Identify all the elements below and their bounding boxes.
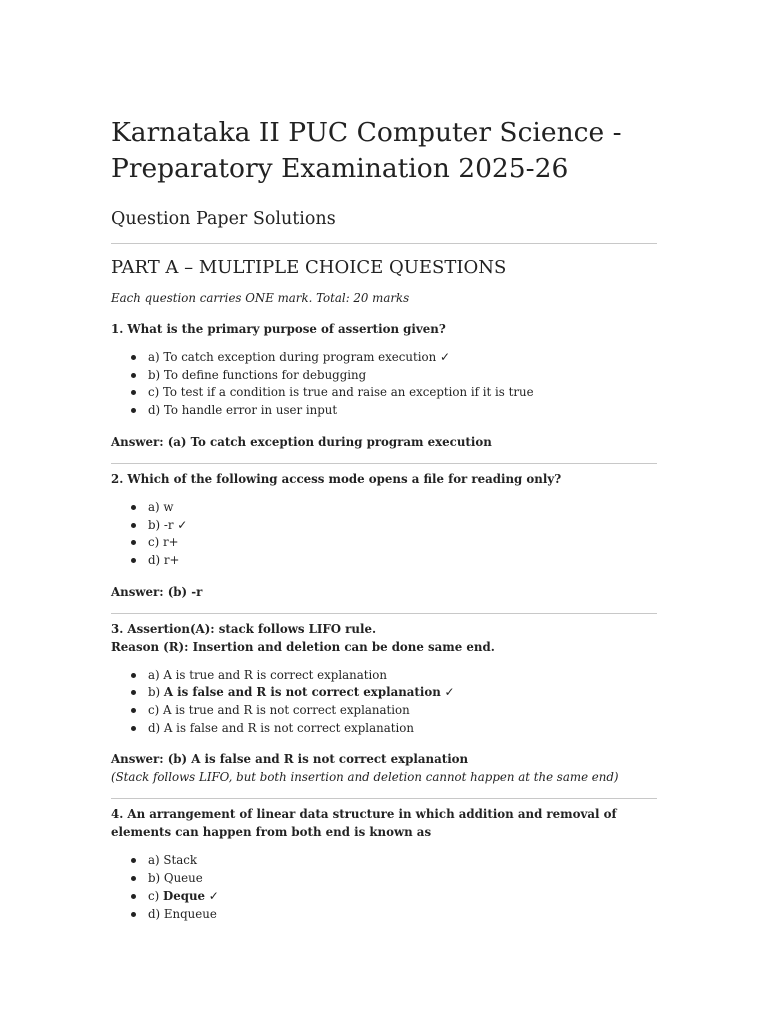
option-item: c) r+ xyxy=(131,534,657,552)
question-text: 4. An arrangement of linear data structure in which addition and removal of elements can happen from both end is known as xyxy=(111,807,617,840)
option-item: b) Queue xyxy=(131,870,657,888)
option-item: a) A is true and R is correct explanation xyxy=(131,667,657,685)
correct-option-text: Deque xyxy=(162,888,206,903)
option-item: b) -r ✓ xyxy=(131,517,657,535)
options-list xyxy=(111,499,657,570)
question-text: 1. What is the primary purpose of assertion given? xyxy=(111,322,446,336)
bullet-icon xyxy=(131,523,136,528)
document-title: Karnataka II PUC Computer Science - Preparatory Examination 2025-26 xyxy=(111,117,622,184)
option-item: d) r+ xyxy=(131,552,657,570)
option-item: a) w xyxy=(131,499,657,517)
bullet-icon xyxy=(131,373,136,378)
option-item: c) To test if a condition is true and raise an exception if it is true xyxy=(131,384,657,402)
divider xyxy=(111,798,657,799)
explanation-text: (Stack follows LIFO, but both insertion and deletion cannot happen at the same end) xyxy=(111,770,619,785)
reason-text: Reason (R): Insertion and deletion can be done same end. xyxy=(111,639,495,654)
options-list xyxy=(111,852,657,923)
question-block-3 xyxy=(111,620,657,787)
marks-note: Each question carries ONE mark. Total: 20 marks xyxy=(111,291,410,305)
document-subtitle: Question Paper Solutions xyxy=(111,209,336,229)
options-list xyxy=(111,667,657,738)
divider xyxy=(111,613,657,614)
bullet-icon xyxy=(131,673,136,678)
assertion-text: 3. Assertion(A): stack follows LIFO rule. xyxy=(111,621,377,636)
check-mark-icon: ✓ xyxy=(205,888,219,903)
bullet-icon xyxy=(131,355,136,360)
option-item: d) Enqueue xyxy=(131,906,657,924)
question-block-4 xyxy=(111,805,657,923)
answer-text: Answer: (b) A is false and R is not correct explanation xyxy=(111,752,469,767)
option-item-correct: c) Deque ✓ xyxy=(131,888,657,906)
bullet-icon xyxy=(131,912,136,917)
bullet-icon xyxy=(131,690,136,695)
bullet-icon xyxy=(131,540,136,545)
bullet-icon xyxy=(131,408,136,413)
bullet-icon xyxy=(131,726,136,731)
question-block-1 xyxy=(111,320,657,451)
answer-text: Answer: (a) To catch exception during program execution xyxy=(111,434,492,449)
option-item: c) A is true and R is not correct explanation xyxy=(131,702,657,720)
bullet-icon xyxy=(131,894,136,899)
bullet-icon xyxy=(131,558,136,563)
correct-option-text: A is false and R is not correct explanation xyxy=(163,685,441,700)
option-item: a) To catch exception during program execution ✓ xyxy=(131,349,657,367)
question-text: 2. Which of the following access mode opens a file for reading only? xyxy=(111,471,562,486)
option-item: d) To handle error in user input xyxy=(131,402,657,420)
bullet-icon xyxy=(131,858,136,863)
bullet-icon xyxy=(131,505,136,510)
divider xyxy=(111,243,657,244)
option-item-correct: b) A is false and R is not correct explanation ✓ xyxy=(131,684,657,702)
check-mark-icon: ✓ xyxy=(440,685,455,700)
bullet-icon xyxy=(131,390,136,395)
option-item: b) To define functions for debugging xyxy=(131,367,657,385)
option-item: a) Stack xyxy=(131,852,657,870)
options-list xyxy=(111,349,657,420)
divider xyxy=(111,463,657,464)
answer-text: Answer: (b) -r xyxy=(111,584,203,599)
bullet-icon xyxy=(131,876,136,881)
option-item: d) A is false and R is not correct explanation xyxy=(131,720,657,738)
part-heading: PART A – MULTIPLE CHOICE QUESTIONS xyxy=(111,257,507,278)
bullet-icon xyxy=(131,708,136,713)
question-block-2 xyxy=(111,470,657,601)
